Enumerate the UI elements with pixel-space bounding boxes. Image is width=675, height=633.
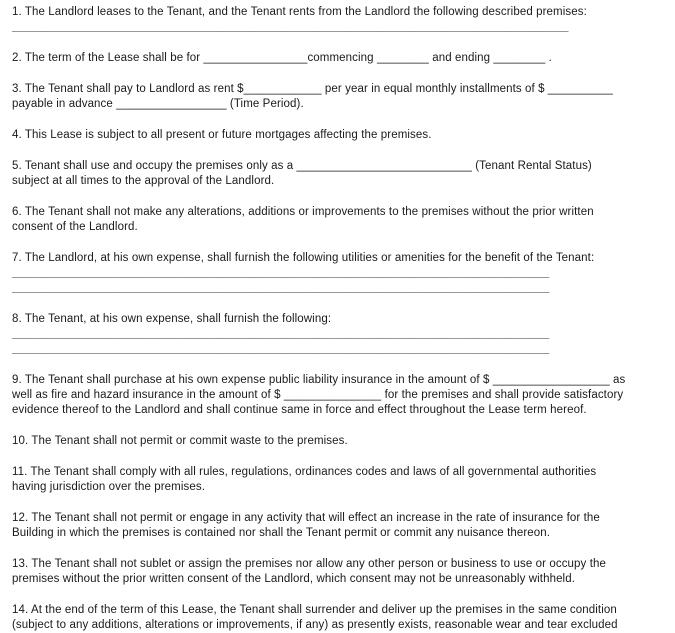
clause-text-line: 8. The Tenant, at his own expense, shall furnish the following:	[12, 313, 332, 325]
clause-text-line: 1. The Landlord leases to the Tenant, and the Tenant rents from the Landlord the following described premises:	[12, 6, 587, 18]
clause-text-line: Building in which the premises is contained nor shall the Tenant permit or commit any nuisance thereon.	[12, 527, 551, 539]
clause-text-line: subject at all times to the approval of the Landlord.	[12, 175, 275, 187]
blank-fill-line: ____________________________________________________________________________________	[12, 328, 550, 340]
clause-10	[12, 434, 665, 449]
clause-text-line: 10. The Tenant shall not permit or commit waste to the premises.	[12, 435, 348, 447]
blank-fill-line: ____________________________________________________________________________________	[12, 282, 550, 294]
clause-4	[12, 128, 665, 143]
clause-text-line: 6. The Tenant shall not make any alterations, additions or improvements to the premises without the prior written	[12, 206, 594, 218]
clause-text-line: 2. The term of the Lease shall be for ________________commencing ________ and ending ________ .	[12, 52, 552, 64]
clause-text-line: 5. Tenant shall use and occupy the premises only as a ___________________________ (Tenant Rental Status)	[12, 160, 592, 172]
clause-list	[12, 5, 665, 633]
clause-13	[12, 557, 665, 587]
clause-text-line: having jurisdiction over the premises.	[12, 481, 205, 493]
clause-5	[12, 159, 665, 189]
clause-text-line: 4. This Lease is subject to all present or future mortgages affecting the premises.	[12, 129, 432, 141]
clause-9	[12, 373, 665, 418]
clause-3	[12, 82, 665, 112]
clause-8	[12, 312, 665, 357]
clause-text-line: (subject to any additions, alterations or improvements, if any) as presently exists, reasonable wear and tear excluded	[12, 619, 618, 631]
blank-fill-line: _______________________________________________________________________________________	[12, 21, 569, 33]
clause-2	[12, 51, 665, 66]
clause-text-line: 11. The Tenant shall comply with all rules, regulations, ordinances codes and laws of all governmental authorities	[12, 466, 597, 478]
clause-text-line: 12. The Tenant shall not permit or engage in any activity that will effect an increase in the rate of insurance for the	[12, 512, 600, 524]
clause-6	[12, 205, 665, 235]
clause-11	[12, 465, 665, 495]
clause-12	[12, 511, 665, 541]
clause-text-line: well as fire and hazard insurance in the amount of $ _______________ for the premises and shall provide satisfactory	[12, 389, 624, 401]
blank-fill-line: ____________________________________________________________________________________	[12, 343, 550, 355]
blank-fill-line: ____________________________________________________________________________________	[12, 267, 550, 279]
clause-text-line: 7. The Landlord, at his own expense, shall furnish the following utilities or amenities for the benefit of the Tenant:	[12, 252, 595, 264]
clause-14	[12, 603, 665, 633]
clause-1	[12, 5, 665, 35]
clause-text-line: 13. The Tenant shall not sublet or assign the premises nor allow any other person or business to use or occupy the	[12, 558, 606, 570]
clause-text-line: payable in advance _________________ (Time Period).	[12, 98, 304, 110]
clause-text-line: 3. The Tenant shall pay to Landlord as rent $____________ per year in equal monthly installments of $ __________	[12, 83, 613, 95]
clause-7	[12, 251, 665, 296]
clause-text-line: premises without the prior written consent of the Landlord, which consent may not be unreasonably withheld.	[12, 573, 576, 585]
clause-text-line: evidence thereof to the Landlord and shall continue same in force and effect throughout the Lease term hereof.	[12, 404, 587, 416]
clause-text-line: 14. At the end of the term of this Lease, the Tenant shall surrender and deliver up the premises in the same condition	[12, 604, 617, 616]
clause-text-line: consent of the Landlord.	[12, 221, 138, 233]
clause-text-line: 9. The Tenant shall purchase at his own expense public liability insurance in the amount of $ __________________ as	[12, 374, 626, 386]
